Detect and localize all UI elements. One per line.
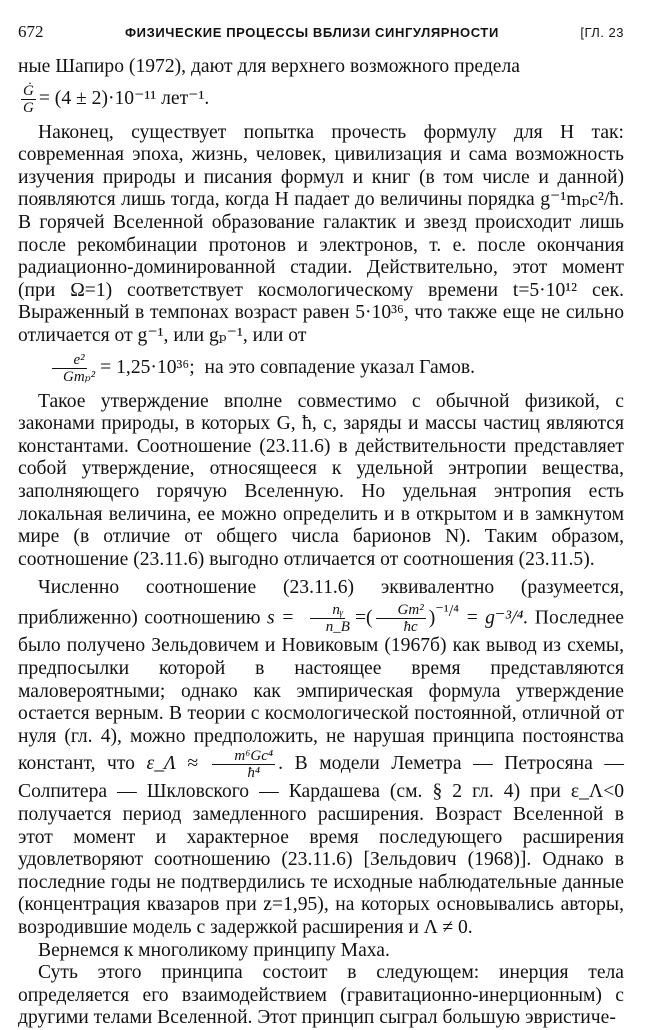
paragraph-5: Вернемся к многоликому принципу Маха. <box>38 939 390 961</box>
running-title: ФИЗИЧЕСКИЕ ПРОЦЕССЫ ВБЛИЗИ СИНГУЛЯРНОСТИ <box>124 25 499 40</box>
paragraph-4-body: Последнее было получено Зельдовичем и Новиковым (1967б) как вывод из схемы, предпосылки которой в настоящее время представляются маловероятными; однако как эмпирическая формула утверждение остается верным. В теории с космологической постоянной, отличной от нуля (гл. 4), можно предположить, не нарушая принципа постоянства констант, что <box>18 607 624 775</box>
eps-lambda: ε_Λ ≈ <box>146 753 198 775</box>
formula-rest: = 1,25·10³⁶; <box>100 356 195 378</box>
paragraph-4-tail: . В модели Леметра — Петросяна — Солпитера — Шкловского — Кардашева (см. § 2 гл. 4) при ε_Λ<0 получается период замедленного расширения. Возраст Вселенной в этот момент и характерное время последующего расширения удовлетворяют соотношению (23.11.6) [Зельдович (1968)]. Однако в последние годы не подтвердились те исходные наблюдательные данные (концентрация квазаров при z=1,95), на которых основывались авторы, возродившие модель с задержкой расширения и Λ ≠ 0. <box>18 753 624 938</box>
frac-den: n_B <box>325 619 350 636</box>
formula-rest: = (4 ± 2)·10⁻¹¹ лет⁻¹. <box>38 87 210 109</box>
s-eq: s = <box>267 607 295 629</box>
chapter-label: [ГЛ. 23 <box>580 25 624 40</box>
eq-sign: = <box>354 607 367 629</box>
frac-den: ħ⁴ <box>247 765 261 782</box>
formula-tail: = g⁻³/⁴. <box>465 607 529 629</box>
frac-num: m⁶Gc⁴ <box>212 748 275 765</box>
frac-num: nᵧ <box>310 602 345 619</box>
frac-num: e² <box>52 352 87 369</box>
formula-gamow <box>18 352 624 385</box>
exponent: ⁻¹/⁴ <box>435 600 459 620</box>
paragraph-1-text: ные Шапиро (1972), дают для верхнего возможного предела <box>18 56 520 77</box>
paragraph-4-lead: Численно соотношение (23.11.6) эквивалентно (разумеется, приближенно) соотношению <box>18 577 624 629</box>
frac-den: G <box>23 99 34 116</box>
paragraph-2-text: Наконец, существует попытка прочесть формулу для H так: современная эпоха, жизнь, человек, цивилизация и сама возможность изучения природы и писания формул и книг (в том числе и данной) появляются лишь тогда, когда H падает до величины порядка g⁻¹mₚc²/ħ. В горячей Вселенной образование галактик и звезд происходит лишь после рекомбинации протонов и электронов, т. е. после окончания радиационно-доминированной стадии. Действительно, этот момент (при Ω=1) соответствует космологическому времени t=5·10¹² сек. Выраженный в темпонах возраст равен 5·10³⁶, что также еще не сильно отличается от g⁻¹, или gₚ⁻¹, или от <box>18 121 624 346</box>
paragraph-1 <box>18 56 624 116</box>
book-page <box>18 22 624 1030</box>
frac-num: Gm² <box>376 602 426 619</box>
paragraph-3: Такое утверждение вполне совместимо с обычной физикой, с законами природы, в которых G, ħ, c, заряды и массы частиц являются константами. Соотношение (23.11.6) в действительности представляет собой утверждение, относящееся к удельной энтропии вещества, заполняющего горячую Вселенную. Но удельная энтропия есть локальная величина, ее можно определить и в открытом и в замкнутом мире (в отличие от общего числа барионов N). Таким образом, соотношение (23.11.6) выгодно отличается от соотношения (23.11.5). <box>18 390 624 570</box>
frac-num: Ġ <box>23 82 34 99</box>
paragraph-4: Численно соотношение (23.11.6) эквивалентно (разумеется, приближенно) соотношению s = $\frac{\text{nᵧ}}{n\_B}$ =( $\frac{\text{Gm²}}{ħc}$ )$^{^{-1}/^4}$ = g⁻³/⁴. Последнее было получено Зельдовичем и Новиковым (1967б) как вывод из схемы, предпосылки которой в настоящее время представляются маловероятными; однако как эмпирическая формула утверждение остается верным. В теории с космологической постоянной, отличной от нуля (гл. 4), можно предположить, не нарушая принципа постоянства констант, что ε_Λ ≈ $\frac{\text{m⁶Gc⁴}}{\text{ħ⁴}}$ . В модели Леметра — Петросяна — Солпитера — Шкловского — Кардашева (см. § 2 гл. 4) при ε_Λ<0 получается период замедленного расширения. Возраст Вселенной в этот момент и характерное время последующего расширения удовлетворяют соотношению (23.11.6) [Зельдович (1968)]. Однако в последние годы не подтвердились те исходные наблюдательные данные (концентрация квазаров при z=1,95), на которых основывались авторы, возродившие модель с задержкой расширения и Λ ≠ 0. <box>18 577 624 938</box>
paragraph-6: Суть этого принципа состоит в следующем: инерция тела определяется его взаимодействием (гравитационно-инерционным) с другими телами Вселенной. Этот принцип сыграл большую эвристиче- <box>18 962 624 1029</box>
page-number: 672 <box>18 22 44 41</box>
frac-den: ħc <box>403 619 418 636</box>
frac-den: Gmₚ² <box>63 368 96 385</box>
formula-note: на это совпадение указал Гамов. <box>204 356 476 378</box>
running-header <box>18 22 624 42</box>
paragraph-2 <box>18 122 624 385</box>
formula-gdot <box>18 83 624 116</box>
